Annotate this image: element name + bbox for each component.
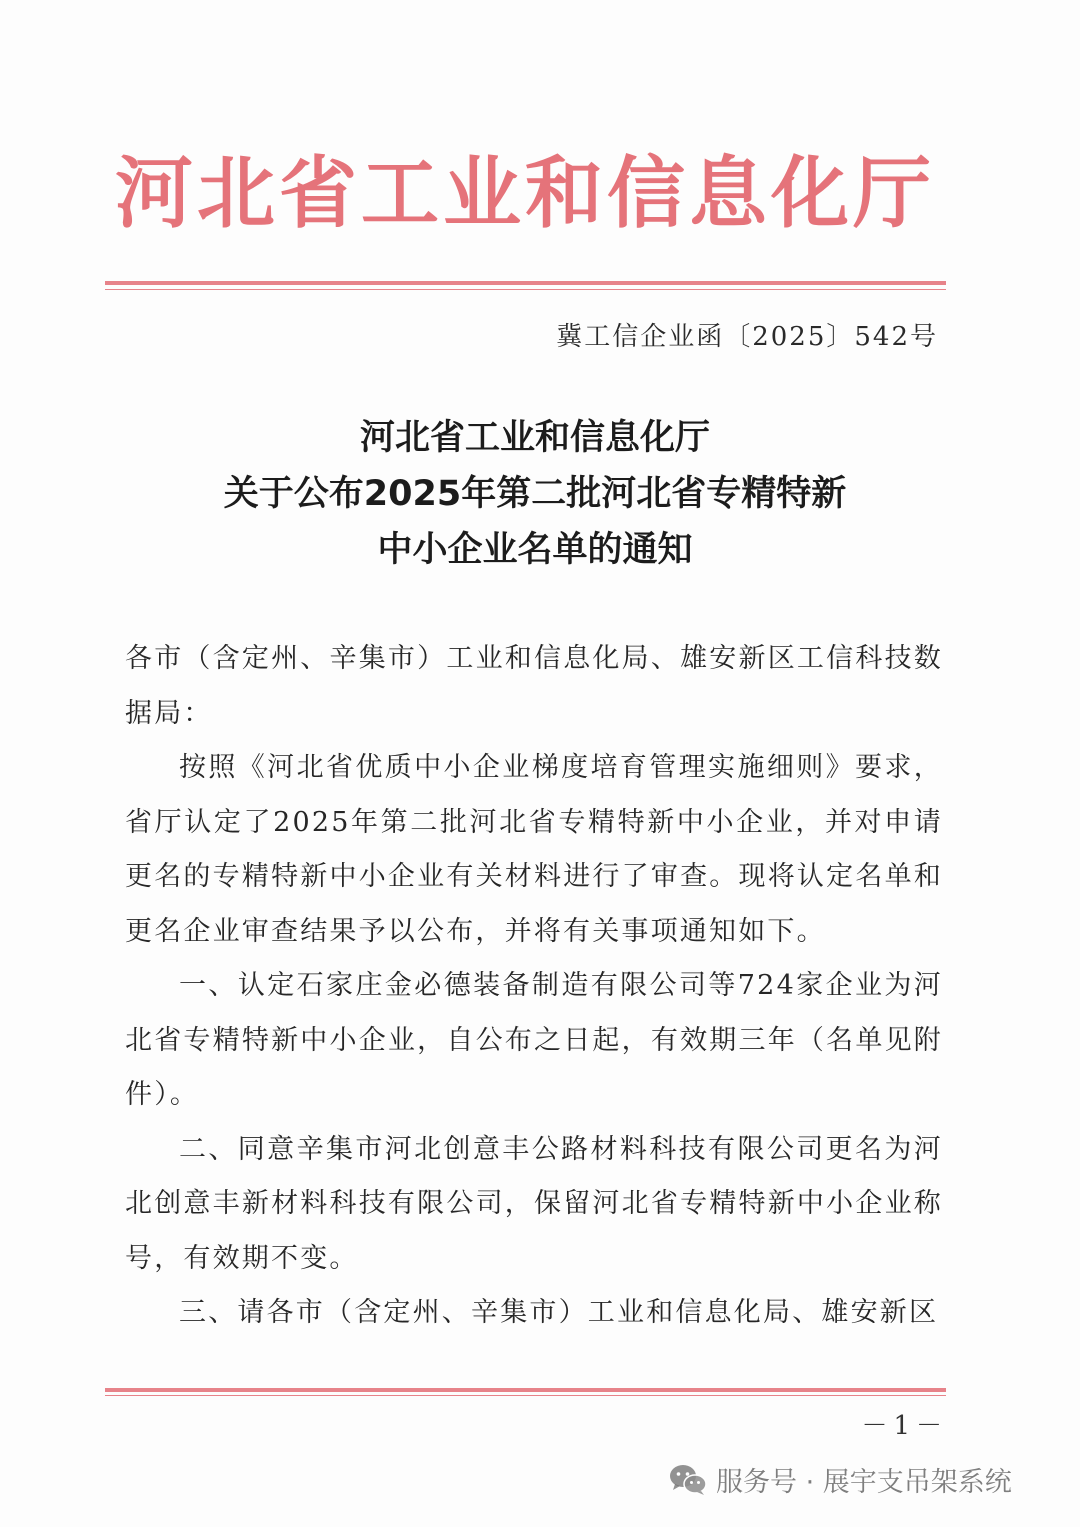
letterhead-title: 河北省工业和信息化厅	[114, 149, 935, 239]
wechat-icon	[668, 1463, 708, 1497]
paragraph-item-1: 一、认定石家庄金必德装备制造有限公司等724家企业为河北省专精特新中小企业，自公布之日起，有效期三年（名单见附件）。	[125, 970, 943, 1110]
paragraph-item-2: 二、同意辛集市河北创意丰公路材料科技有限公司更名为河北创意丰新材料科技有限公司，保留河北省专精特新中小企业称号，有效期不变。	[125, 1133, 943, 1274]
salutation: 各市（含定州、辛集市）工业和信息化局、雄安新区工信科技数据局：	[125, 643, 943, 729]
title-line-2: 关于公布2025年第二批河北省专精特新	[223, 474, 847, 514]
paragraph-intro: 按照《河北省优质中小企业梯度培育管理实施细则》要求，省厅认定了2025年第二批河北省专精特新中小企业，并对申请更名的专精特新中小企业有关材料进行了审查。现将认定名单和更名企业审查结果予以公布，并将有关事项通知如下。	[125, 752, 943, 947]
paragraph-item-3: 三、请各市（含定州、辛集市）工业和信息化局、雄安新区	[179, 1297, 939, 1328]
footer-divider-thick	[105, 1388, 946, 1392]
document-title	[105, 410, 965, 578]
document-body	[125, 632, 943, 1341]
page-number: －1－	[861, 1411, 948, 1441]
document-number: 冀工信企业函〔2025〕542号	[556, 322, 938, 352]
title-line-3: 中小企业名单的通知	[377, 530, 693, 570]
watermark-text: 服务号 · 展宇支吊架系统	[716, 1467, 1012, 1498]
header-divider-thick	[105, 281, 946, 285]
watermark	[668, 1460, 1012, 1499]
title-line-1: 河北省工业和信息化厅	[359, 418, 710, 458]
header-divider-thin	[105, 289, 946, 290]
footer-divider-thin	[105, 1395, 946, 1396]
